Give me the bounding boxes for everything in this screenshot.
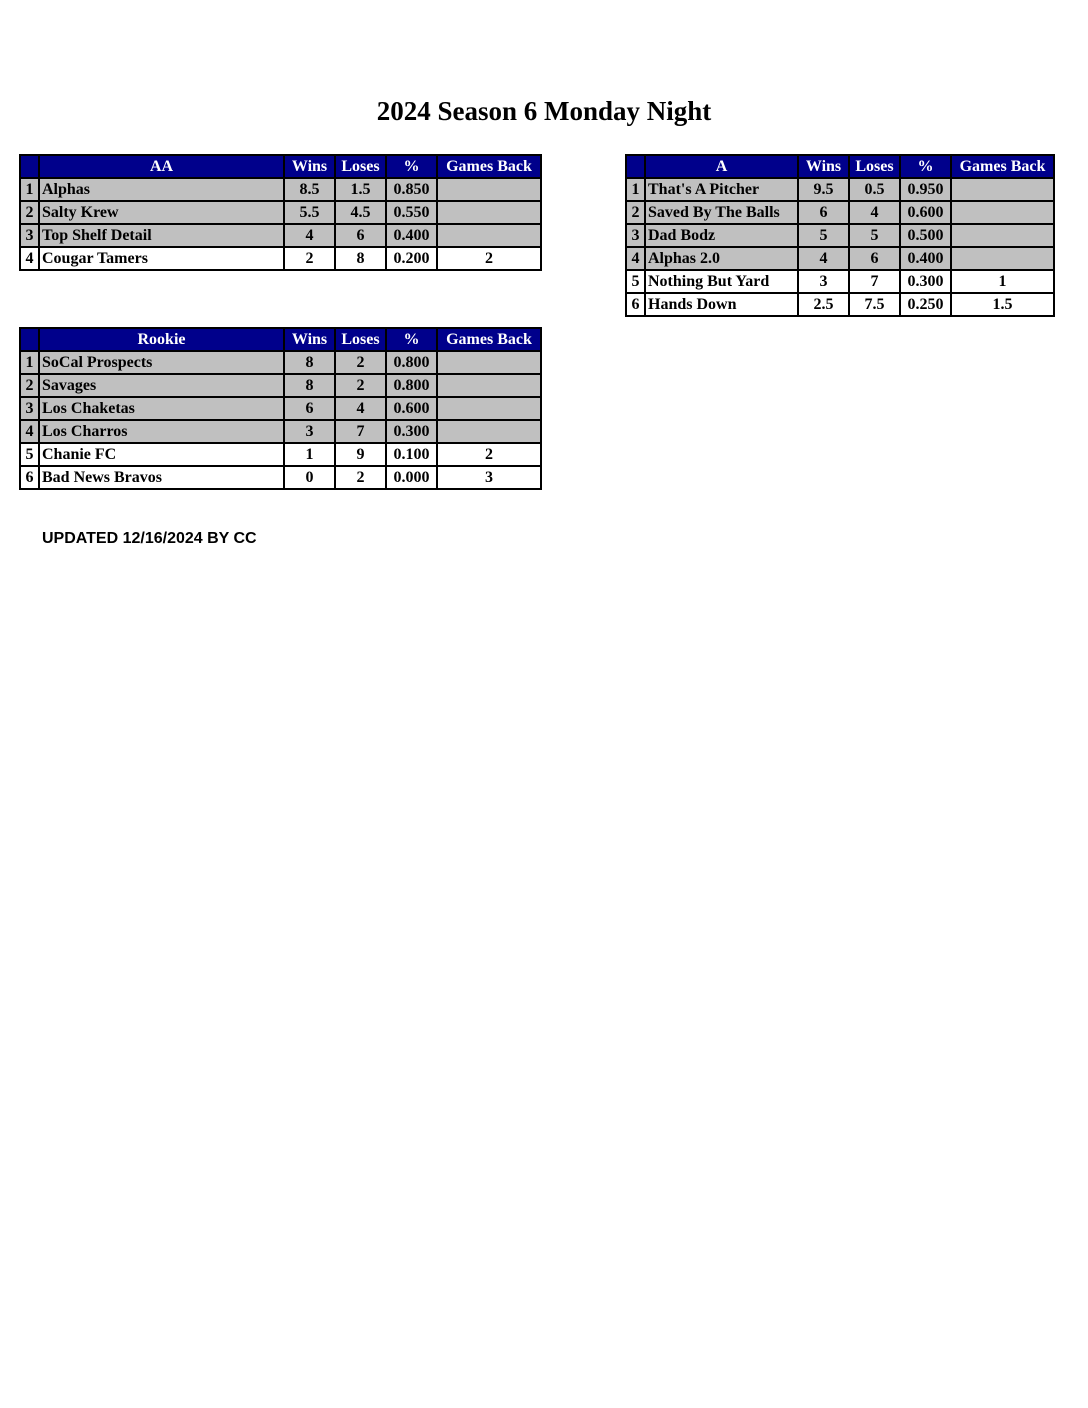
rank-header xyxy=(626,155,645,178)
standings-table-aa xyxy=(19,154,542,271)
loses-cell: 6 xyxy=(849,247,900,270)
wins-cell: 2.5 xyxy=(798,293,849,316)
games-back-cell: 2 xyxy=(437,247,541,270)
loses-cell: 2 xyxy=(335,466,386,489)
team-cell: Alphas xyxy=(39,178,284,201)
table-row xyxy=(20,420,541,443)
rank-cell: 1 xyxy=(626,178,645,201)
team-cell: Top Shelf Detail xyxy=(39,224,284,247)
games-back-cell: 1 xyxy=(951,270,1054,293)
pct-header: % xyxy=(900,155,951,178)
header-row xyxy=(20,328,541,351)
pct-header: % xyxy=(386,328,437,351)
team-cell: Los Chaketas xyxy=(39,397,284,420)
games-back-cell xyxy=(951,247,1054,270)
pct-cell: 0.950 xyxy=(900,178,951,201)
games-back-cell xyxy=(951,178,1054,201)
table-row xyxy=(626,270,1054,293)
table-row xyxy=(20,374,541,397)
pct-cell: 0.550 xyxy=(386,201,437,224)
wins-cell: 8.5 xyxy=(284,178,335,201)
rank-cell: 2 xyxy=(626,201,645,224)
table-row xyxy=(20,247,541,270)
rank-cell: 2 xyxy=(20,374,39,397)
rank-cell: 5 xyxy=(20,443,39,466)
table-row xyxy=(20,351,541,374)
table-row xyxy=(20,201,541,224)
wins-cell: 5 xyxy=(798,224,849,247)
team-cell: Savages xyxy=(39,374,284,397)
table-row xyxy=(20,224,541,247)
rank-cell: 4 xyxy=(626,247,645,270)
loses-header: Loses xyxy=(335,328,386,351)
pct-cell: 0.200 xyxy=(386,247,437,270)
pct-cell: 0.800 xyxy=(386,374,437,397)
page-title: 2024 Season 6 Monday Night xyxy=(376,96,712,126)
rank-cell: 4 xyxy=(20,420,39,443)
standings-table-rookie xyxy=(19,327,542,490)
wins-cell: 4 xyxy=(798,247,849,270)
pct-cell: 0.600 xyxy=(900,201,951,224)
wins-cell: 2 xyxy=(284,247,335,270)
wins-cell: 1 xyxy=(284,443,335,466)
games-back-cell xyxy=(437,351,541,374)
team-cell: Saved By The Balls xyxy=(645,201,798,224)
games-back-cell: 2 xyxy=(437,443,541,466)
pct-cell: 0.100 xyxy=(386,443,437,466)
table-row xyxy=(626,224,1054,247)
games-back-cell: 3 xyxy=(437,466,541,489)
team-cell: Bad News Bravos xyxy=(39,466,284,489)
rank-cell: 1 xyxy=(20,178,39,201)
division-name: AA xyxy=(39,155,284,178)
division-name: Rookie xyxy=(39,328,284,351)
rank-cell: 5 xyxy=(626,270,645,293)
rank-header xyxy=(20,328,39,351)
wins-cell: 6 xyxy=(798,201,849,224)
table-row xyxy=(626,178,1054,201)
rank-cell: 4 xyxy=(20,247,39,270)
loses-cell: 7.5 xyxy=(849,293,900,316)
wins-cell: 6 xyxy=(284,397,335,420)
games-back-header: Games Back xyxy=(437,328,541,351)
rank-cell: 2 xyxy=(20,201,39,224)
loses-cell: 4 xyxy=(849,201,900,224)
table-row xyxy=(626,201,1054,224)
table-row xyxy=(20,178,541,201)
pct-cell: 0.600 xyxy=(386,397,437,420)
loses-cell: 2 xyxy=(335,351,386,374)
games-back-cell xyxy=(437,201,541,224)
loses-cell: 8 xyxy=(335,247,386,270)
table-row xyxy=(20,443,541,466)
wins-cell: 0 xyxy=(284,466,335,489)
loses-cell: 6 xyxy=(335,224,386,247)
team-cell: Cougar Tamers xyxy=(39,247,284,270)
team-cell: Salty Krew xyxy=(39,201,284,224)
division-name: A xyxy=(645,155,798,178)
rank-cell: 6 xyxy=(626,293,645,316)
loses-cell: 4 xyxy=(335,397,386,420)
wins-header: Wins xyxy=(284,155,335,178)
header-row xyxy=(20,155,541,178)
pct-cell: 0.250 xyxy=(900,293,951,316)
games-back-cell xyxy=(437,420,541,443)
team-cell: Hands Down xyxy=(645,293,798,316)
wins-cell: 8 xyxy=(284,374,335,397)
table-row xyxy=(626,247,1054,270)
wins-cell: 8 xyxy=(284,351,335,374)
pct-cell: 0.850 xyxy=(386,178,437,201)
pct-cell: 0.000 xyxy=(386,466,437,489)
loses-cell: 0.5 xyxy=(849,178,900,201)
team-cell: Chanie FC xyxy=(39,443,284,466)
team-cell: Nothing But Yard xyxy=(645,270,798,293)
wins-cell: 3 xyxy=(284,420,335,443)
table-row xyxy=(20,466,541,489)
loses-cell: 7 xyxy=(335,420,386,443)
rank-cell: 3 xyxy=(626,224,645,247)
games-back-header: Games Back xyxy=(437,155,541,178)
loses-cell: 5 xyxy=(849,224,900,247)
wins-cell: 9.5 xyxy=(798,178,849,201)
loses-cell: 4.5 xyxy=(335,201,386,224)
rank-cell: 6 xyxy=(20,466,39,489)
rank-cell: 1 xyxy=(20,351,39,374)
rank-cell: 3 xyxy=(20,224,39,247)
team-cell: Los Charros xyxy=(39,420,284,443)
loses-cell: 7 xyxy=(849,270,900,293)
pct-cell: 0.400 xyxy=(386,224,437,247)
games-back-cell xyxy=(437,374,541,397)
games-back-header: Games Back xyxy=(951,155,1054,178)
loses-header: Loses xyxy=(335,155,386,178)
wins-cell: 4 xyxy=(284,224,335,247)
header-row xyxy=(626,155,1054,178)
games-back-cell xyxy=(437,397,541,420)
team-cell: SoCal Prospects xyxy=(39,351,284,374)
loses-cell: 1.5 xyxy=(335,178,386,201)
loses-header: Loses xyxy=(849,155,900,178)
pct-header: % xyxy=(386,155,437,178)
rank-cell: 3 xyxy=(20,397,39,420)
table-row xyxy=(20,397,541,420)
pct-cell: 0.300 xyxy=(900,270,951,293)
team-cell: Dad Bodz xyxy=(645,224,798,247)
pct-cell: 0.300 xyxy=(386,420,437,443)
loses-cell: 9 xyxy=(335,443,386,466)
pct-cell: 0.400 xyxy=(900,247,951,270)
games-back-cell xyxy=(951,224,1054,247)
games-back-cell xyxy=(951,201,1054,224)
wins-header: Wins xyxy=(284,328,335,351)
rank-header xyxy=(20,155,39,178)
wins-header: Wins xyxy=(798,155,849,178)
standings-table-a xyxy=(625,154,1055,317)
wins-cell: 5.5 xyxy=(284,201,335,224)
pct-cell: 0.500 xyxy=(900,224,951,247)
team-cell: Alphas 2.0 xyxy=(645,247,798,270)
pct-cell: 0.800 xyxy=(386,351,437,374)
loses-cell: 2 xyxy=(335,374,386,397)
games-back-cell xyxy=(437,224,541,247)
team-cell: That's A Pitcher xyxy=(645,178,798,201)
games-back-cell xyxy=(437,178,541,201)
updated-note: UPDATED 12/16/2024 BY CC xyxy=(42,530,257,547)
games-back-cell: 1.5 xyxy=(951,293,1054,316)
wins-cell: 3 xyxy=(798,270,849,293)
table-row xyxy=(626,293,1054,316)
